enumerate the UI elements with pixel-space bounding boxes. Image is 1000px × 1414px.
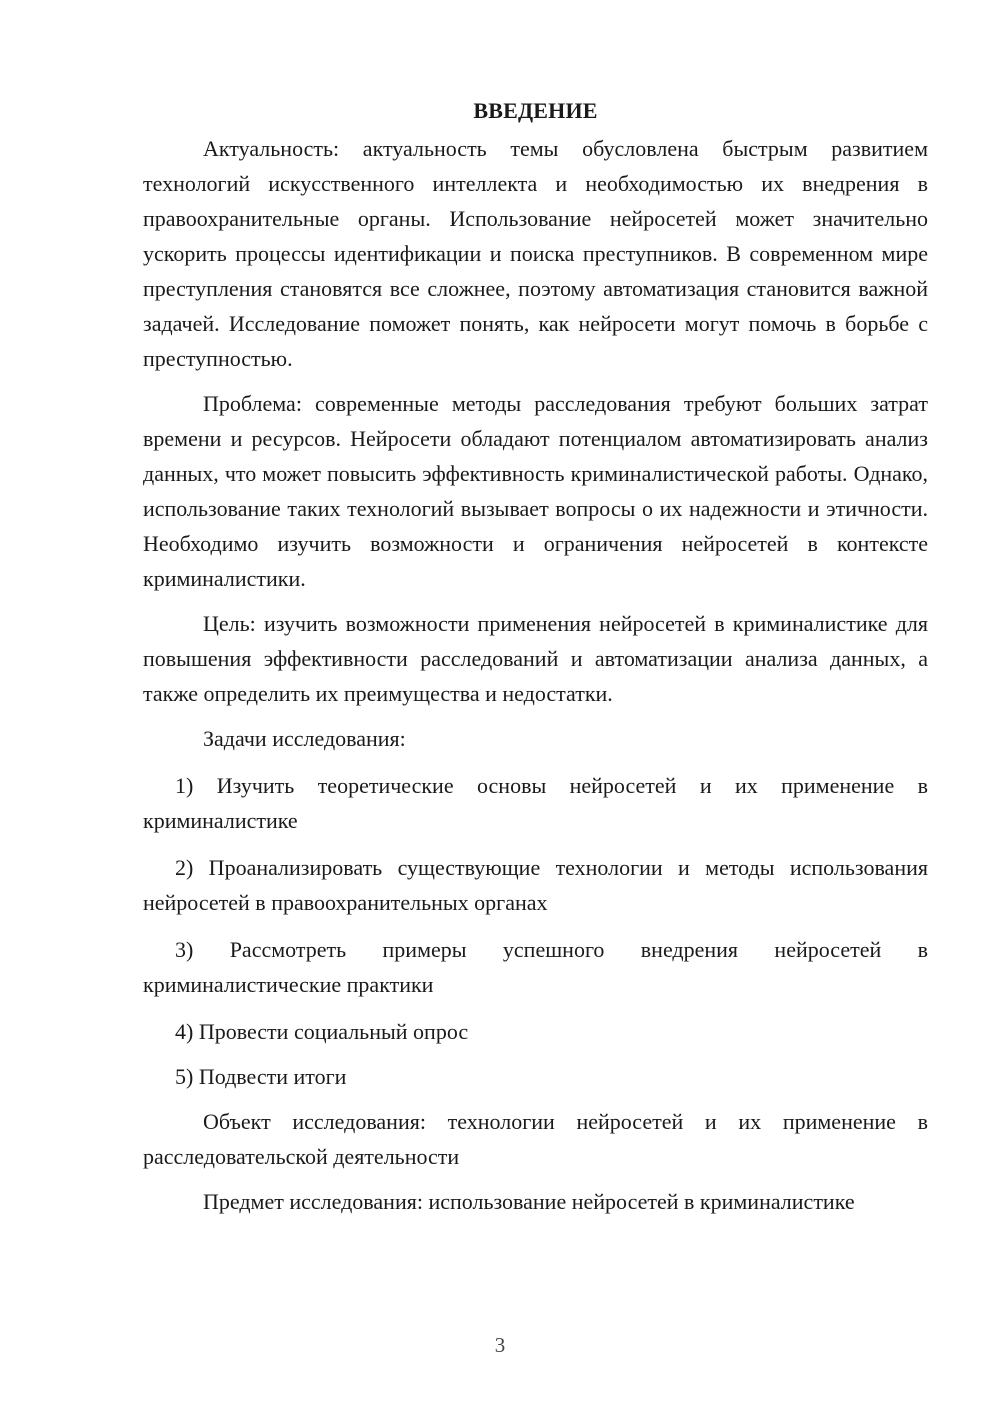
subject-paragraph: Предмет исследования: использование нейросетей в криминалистике [203, 1189, 855, 1214]
document-title: ВВЕДЕНИЕ [473, 98, 598, 123]
task-item-4: 4) Провести социальный опрос [175, 1019, 469, 1044]
goal-paragraph: Цель: изучить возможности применения нейросетей в криминалистике для повышения эффективности расследований и автоматизации анализа данных, а также определить их преимущества и недостатки. [143, 611, 928, 706]
problem-paragraph: Проблема: современные методы расследования требуют больших затрат времени и ресурсов. Нейросети обладают потенциалом автоматизировать анализ данных, что может повысить эффективность криминалистической работы. Однако, использование таких технологий вызывает вопросы о их надежности и этичности. Необходимо изучить возможности и ограничения нейросетей в контексте криминалистики. [143, 391, 928, 591]
tasks-heading: Задачи исследования: [203, 726, 406, 751]
task-item-2: 2) Проанализировать существующие технологии и методы использования нейросетей в правоохранительных органах [143, 855, 928, 915]
document-page [143, 94, 928, 1219]
page-number: 3 [494, 1333, 506, 1357]
relevance-paragraph: Актуальность: актуальность темы обусловлена быстрым развитием технологий искусственного интеллекта и необходимостью их внедрения в правоохранительные органы. Использование нейросетей может значительно ускорить процессы идентификации и поиска преступников. В современном мире преступления становятся все сложнее, поэтому автоматизация становится важной задачей. Исследование поможет понять, как нейросети могут помочь в борьбе с преступностью. [143, 136, 928, 371]
task-item-1: 1) Изучить теоретические основы нейросетей и их применение в криминалистике [143, 773, 928, 833]
tasks-list [143, 768, 928, 1094]
task-item-5: 5) Подвести итоги [175, 1064, 347, 1089]
object-paragraph: Объект исследования: технологии нейросетей и их применение в расследовательской деятельности [143, 1109, 928, 1169]
task-item-3: 3) Рассмотреть примеры успешного внедрения нейросетей в криминалистические практики [143, 937, 928, 997]
